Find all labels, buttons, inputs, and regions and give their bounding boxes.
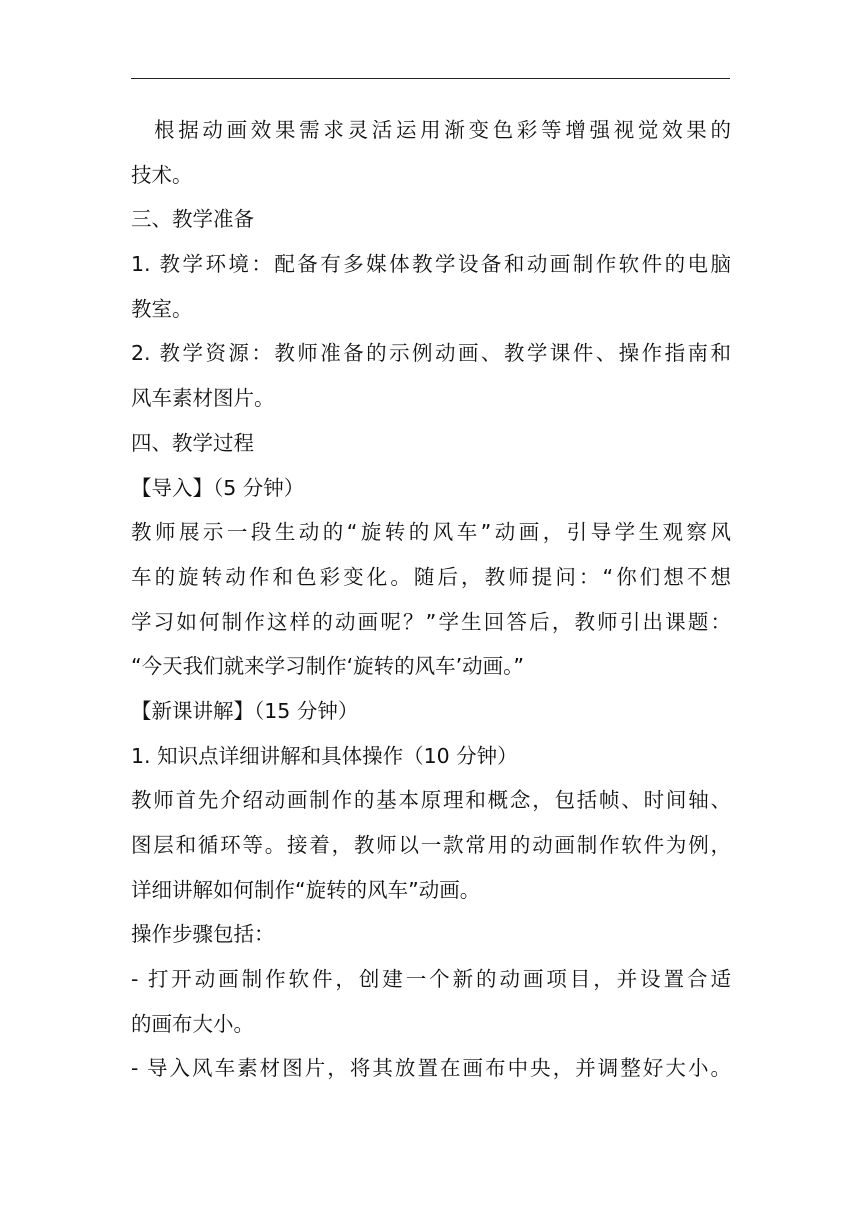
body-text [131, 108, 731, 1091]
header-rule [131, 78, 730, 79]
text-line: 1. 教学环境：配备有多媒体教学设备和动画制作软件的电脑 [131, 252, 731, 277]
text-line: 三、教学准备 [131, 207, 254, 232]
text-line: 教室。 [131, 296, 193, 321]
text-line: 【导入】（5 分钟） [131, 475, 305, 500]
text-line: 根据动画效果需求灵活运用渐变色彩等增强视觉效果的 [154, 118, 731, 142]
text-line: “今天我们就来学习制作‘旋转的风车’动画。” [131, 654, 525, 679]
text-line: 详细讲解如何制作“旋转的风车”动画。 [131, 877, 481, 902]
text-line: 1. 知识点详细讲解和具体操作（10 分钟） [131, 743, 518, 768]
text-line: 的画布大小。 [131, 1011, 254, 1036]
text-line: 四、教学过程 [131, 430, 254, 455]
text-line: 图层和循环等。接着，教师以一款常用的动画制作软件为例， [131, 833, 731, 857]
text-line: 教师展示一段生动的“旋转的风车”动画，引导学生观察风 [131, 520, 731, 545]
text-line: 学习如何制作这样的动画呢？”学生回答后，教师引出课题： [131, 609, 731, 634]
text-line: 2. 教学资源：教师准备的示例动画、教学课件、操作指南和 [131, 341, 731, 366]
text-line: 教师首先介绍动画制作的基本原理和概念，包括帧、时间轴、 [131, 788, 731, 813]
text-line: 技术。 [131, 162, 193, 187]
text-line: 【新课讲解】（15 分钟） [131, 698, 359, 723]
text-line: 车的旋转动作和色彩变化。随后，教师提问：“你们想不想 [131, 564, 731, 589]
text-line: - 打开动画制作软件，创建一个新的动画项目，并设置合适 [131, 967, 731, 992]
text-line: 风车素材图片。 [131, 386, 275, 411]
text-line: - 导入风车素材图片，将其放置在画布中央，并调整好大小。 [131, 1056, 731, 1081]
text-line: 操作步骤包括： [131, 922, 275, 947]
